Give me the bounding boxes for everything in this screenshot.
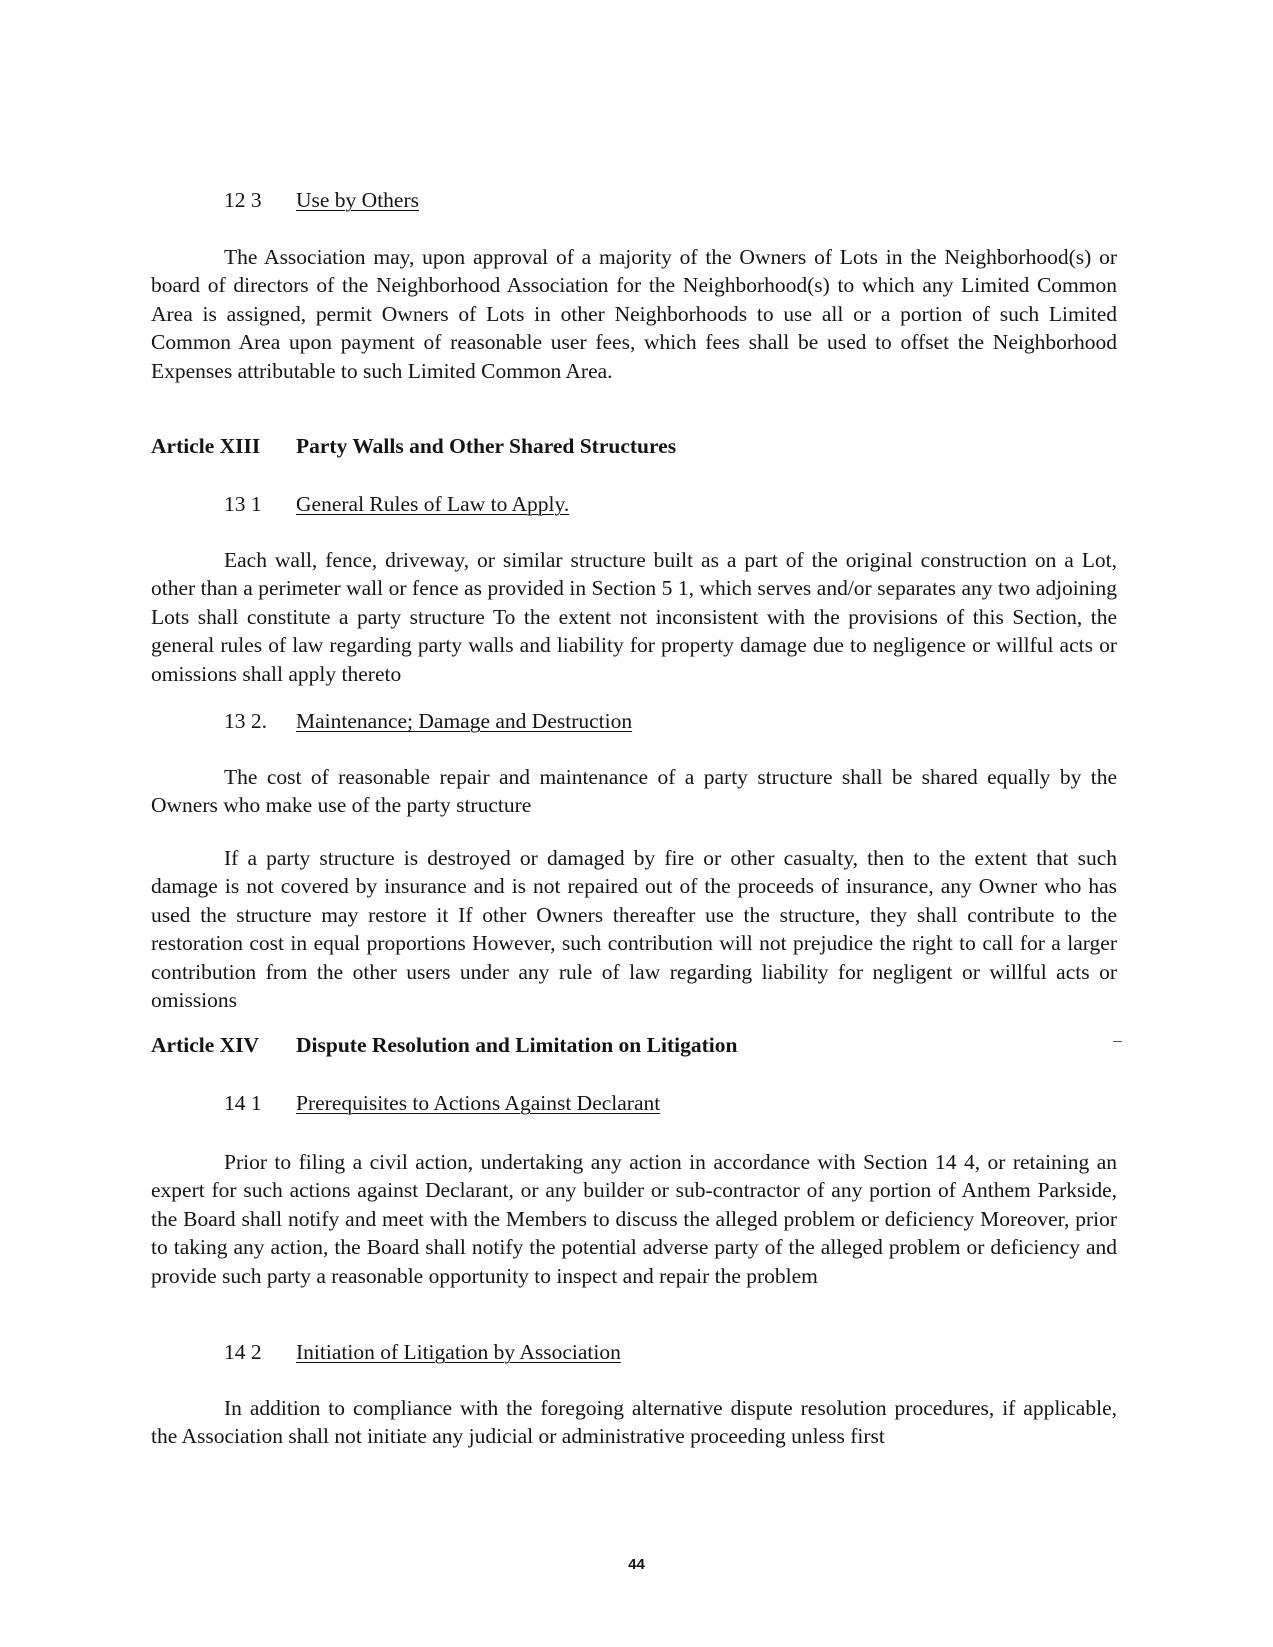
section-number: 14 1 xyxy=(224,1091,262,1115)
article-title: Party Walls and Other Shared Structures xyxy=(296,434,677,458)
section-number: 13 2. xyxy=(224,709,267,733)
paragraph-13-2-b: If a party structure is destroyed or damaged by fire or other casualty, then to the extent that such damage is not covered by insurance and is not repaired out of the proceeds of insurance, any Owner who has used the structure may restore it If other Owners thereafter use the structure, they shall contribute to the restoration cost in equal proportions However, such contribution will not prejudice the right to call for a larger contribution from the other users under any rule of law regarding liability for negligent or willful acts or omissions xyxy=(151,846,1117,1013)
article-label: Article XIII xyxy=(151,434,261,458)
section-title: Prerequisites to Actions Against Declarant xyxy=(296,1091,661,1115)
section-title: Initiation of Litigation by Association xyxy=(296,1340,621,1364)
section-heading-13-1 xyxy=(224,490,569,518)
article-label: Article XIV xyxy=(151,1033,260,1057)
paragraph-14-2: In addition to compliance with the foregoing alternative dispute resolution procedures, if applicable, the Association shall not initiate any judicial or administrative proceeding unless first xyxy=(151,1396,1117,1449)
scan-mark xyxy=(1113,1041,1122,1042)
page-number: 44 xyxy=(628,1556,645,1573)
section-heading-14-1 xyxy=(224,1089,660,1117)
article-title: Dispute Resolution and Limitation on Litigation xyxy=(296,1033,738,1057)
paragraph-14-1: Prior to filing a civil action, undertaking any action in accordance with Section 14 4, or retaining an expert for such actions against Declarant, or any builder or sub-contractor of any portion of Anthem Parkside, the Board shall notify and meet with the Members to discuss the alleged problem or deficiency Moreover, prior to taking any action, the Board shall notify the potential adverse party of the alleged problem or deficiency and provide such party a reasonable opportunity to inspect and repair the problem xyxy=(151,1150,1117,1288)
section-heading-14-2 xyxy=(224,1338,621,1366)
article-heading-xiii xyxy=(151,432,676,460)
section-number: 13 1 xyxy=(224,492,262,516)
section-heading-13-2 xyxy=(224,707,632,735)
paragraph-13-1: Each wall, fence, driveway, or similar structure built as a part of the original construction on a Lot, other than a perimeter wall or fence as provided in Section 5 1, which serves and/or separates any two adjoining Lots shall constitute a party structure To the extent not inconsistent with the provisions of this Section, the general rules of law regarding party walls and liability for property damage due to negligence or willful acts or omissions shall apply thereto xyxy=(151,548,1117,686)
section-heading-12-3 xyxy=(224,186,419,214)
paragraph-13-2-a: The cost of reasonable repair and maintenance of a party structure shall be shared equally by the Owners who make use of the party structure xyxy=(151,765,1117,818)
section-title: Use by Others xyxy=(296,188,420,212)
article-heading-xiv xyxy=(151,1031,737,1059)
paragraph-12-3: The Association may, upon approval of a majority of the Owners of Lots in the Neighborhood(s) or board of directors of the Neighborhood Association for the Neighborhood(s) to which any Limited Common Area is assigned, permit Owners of Lots in other Neighborhoods to use all or a portion of such Limited Common Area upon payment of reasonable user fees, which fees shall be used to offset the Neighborhood Expenses attributable to such Limited Common Area. xyxy=(151,245,1117,383)
section-number: 14 2 xyxy=(224,1340,262,1364)
section-title: Maintenance; Damage and Destruction xyxy=(296,709,633,733)
section-title: General Rules of Law to Apply. xyxy=(296,492,570,516)
section-number: 12 3 xyxy=(224,188,262,212)
